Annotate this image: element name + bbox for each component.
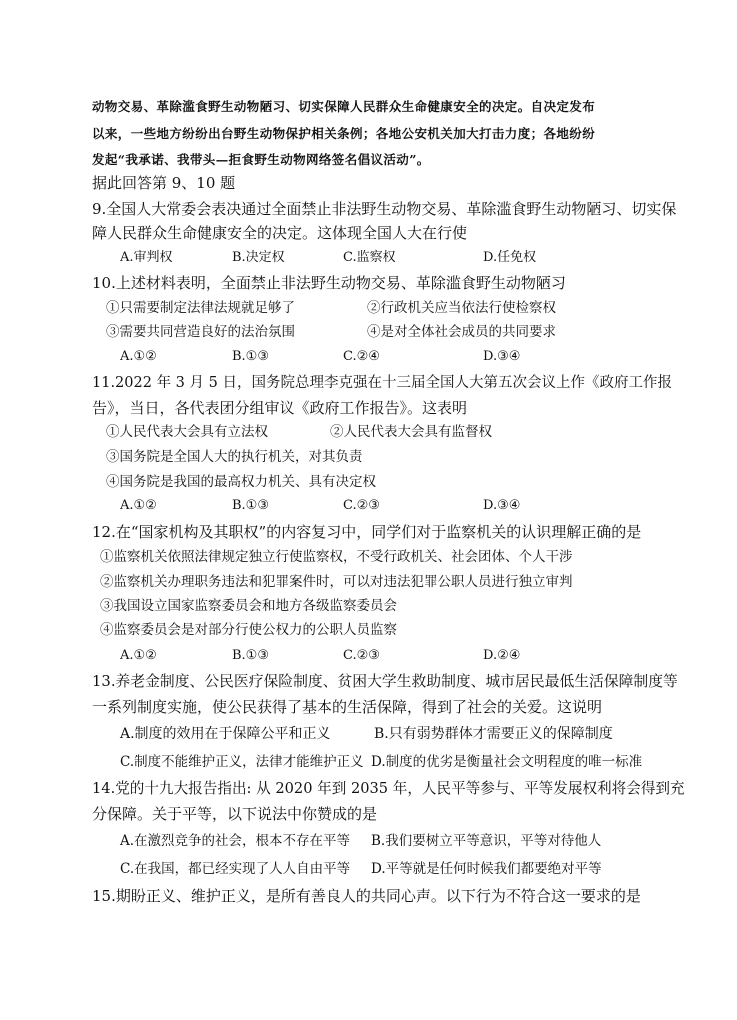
q10-statement-3: ③需要共同营造良好的法治氛围 (106, 324, 295, 340)
q12-option-b: B.①③ (232, 648, 269, 663)
q11-option-c: C.②③ (343, 498, 380, 513)
q11-option-d: D.③④ (483, 498, 521, 513)
q10-statement-4: ④是对全体社会成员的共同要求 (367, 324, 556, 340)
q12-option-d: D.②④ (483, 648, 521, 663)
q11-stem-line-2: 告》，当日，各代表团分组审议《政府工作报告》。这表明 (92, 399, 468, 417)
q14-option-a: A.在激烈竞争的社会，根本不存在平等 (120, 833, 351, 849)
q10-option-b: B.①③ (232, 349, 269, 364)
q9-option-c: C.监察权 (343, 250, 396, 265)
q14-stem-line-1: 14.党的十九大报告指出: 从 2020 年到 2035 年，人民平等参与、平等发展权利将会得到充 (92, 780, 685, 797)
q9-option-d: D.任免权 (483, 250, 537, 265)
q12-statement-4: ④监察委员会是对部分行使公权力的公职人员监察 (100, 622, 397, 638)
q12-stem: 12.在“国家机构及其职权”的内容复习中，同学们对于监察机关的认识理解正确的是 (92, 523, 642, 541)
q13-stem-line-1: 13.养老金制度、公民医疗保险制度、贫困大学生救助制度、城市居民最低生活保障制度等 (92, 673, 678, 690)
q11-stem-line-1: 11.2022 年 3 月 5 日，国务院总理李克强在十三届全国人大第五次会议上作《政府工作报 (92, 375, 672, 391)
q11-option-a: A.①② (120, 498, 157, 513)
q10-option-c: C.②④ (343, 349, 380, 364)
q11-option-b: B.①③ (232, 498, 269, 513)
intro-line-1: 动物交易、革除滥食野生动物陋习、切实保障人民群众生命健康安全的决定。自决定发布 (92, 99, 596, 114)
q11-statement-1: ①人民代表大会具有立法权 (106, 424, 268, 440)
q10-statement-2: ②行政机关应当依法行使检察权 (367, 300, 556, 316)
q14-option-c: C.在我国，都已经实现了人人自由平等 (120, 861, 351, 877)
q10-statement-1: ①只需要制定法律法规就足够了 (106, 300, 295, 316)
q11-statement-3: ③国务院是全国人大的执行机关，对其负责 (106, 449, 363, 465)
q11-statement-2: ②人民代表大会具有监督权 (330, 424, 492, 440)
q13-option-c: C.制度不能维护正义，法律才能维护正义 (120, 754, 364, 770)
q11-statement-4: ④国务院是我国的最高权力机关、具有决定权 (106, 474, 376, 490)
q13-option-a: A.制度的效用在于保障公平和正义 (120, 726, 331, 742)
q14-stem-line-2: 分保障。关于平等，以下说法中你赞成的是 (92, 805, 378, 823)
instruction: 据此回答第 9、10 题 (92, 174, 236, 192)
intro-line-2: 以来，一些地方纷纷出台野生动物保护相关条例；各地公安机关加大打击力度；各地纷纷 (92, 126, 596, 141)
q10-stem: 10.上述材料表明，全面禁止非法野生动物交易、革除滥食野生动物陋习 (92, 274, 566, 292)
intro-line-3: 发起“我承诺、我带头—拒食野生动物网络签名倡议活动”。 (92, 152, 430, 167)
q10-option-a: A.①② (120, 349, 157, 364)
q13-option-b: B.只有弱势群体才需要正义的保障制度 (374, 726, 613, 742)
q14-option-b: B.我们要树立平等意识，平等对待他人 (371, 833, 602, 849)
q12-option-a: A.①② (120, 648, 157, 663)
q13-option-d: D.制度的优劣是衡量社会文明程度的唯一标准 (371, 754, 643, 770)
q9-stem-line-2: 障人民群众生命健康安全的决定。这体现全国人大在行使 (92, 224, 468, 242)
q12-statement-3: ③我国设立国家监察委员会和地方各级监察委员会 (100, 598, 397, 614)
q9-option-a: A.审判权 (120, 250, 173, 265)
q9-option-b: B.决定权 (232, 250, 285, 265)
q9-stem-line-1: 9.全国人大常委会表决通过全面禁止非法野生动物交易、革除滥食野生动物陋习、切实保 (92, 200, 677, 218)
q12-option-c: C.②③ (343, 648, 380, 663)
q15-stem: 15.期盼正义、维护正义，是所有善良人的共同心声。以下行为不符合这一要求的是 (92, 887, 641, 905)
q12-statement-1: ①监察机关依照法律规定独立行使监察权，不受行政机关、社会团体、个人干涉 (100, 549, 573, 565)
q10-option-d: D.③④ (483, 349, 521, 364)
q12-statement-2: ②监察机关办理职务违法和犯罪案件时，可以对违法犯罪公职人员进行独立审判 (100, 574, 573, 590)
q13-stem-line-2: 一系列制度实施，使公民获得了基本的生活保障，得到了社会的关爱。这说明 (92, 698, 603, 716)
q14-option-d: D.平等就是任何时候我们都要绝对平等 (371, 861, 602, 877)
